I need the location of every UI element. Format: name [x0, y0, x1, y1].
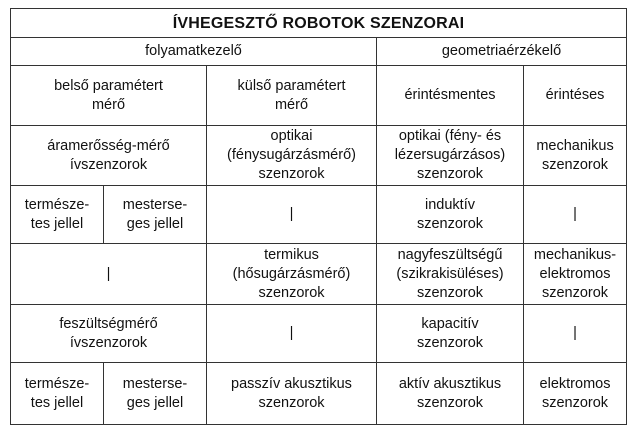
table-title: ÍVHEGESZTŐ ROBOTOK SZENZORAI — [11, 9, 627, 38]
title-row — [11, 9, 627, 38]
cell-internal: | — [11, 244, 207, 305]
table-row — [11, 363, 627, 425]
cell-external: | — [207, 186, 377, 244]
cell-internal: áramerősség-mérő ívszenzorok — [11, 126, 207, 186]
subgroup-contact-header: érintéses — [524, 66, 627, 126]
cell-artificial-signal: mesterse- ges jellel — [104, 363, 207, 425]
cell-contactless: nagyfeszültségű (szikrakisüléses) szenzorok — [377, 244, 524, 305]
sensor-table-container — [10, 8, 626, 424]
subgroup-external-header: külső paramétert mérő — [207, 66, 377, 126]
table-row — [11, 244, 627, 305]
cell-natural-signal: természe- tes jellel — [11, 363, 104, 425]
group-geometry-header: geometriaérzékelő — [377, 38, 627, 66]
cell-contactless: optikai (fény- és lézersugárzásos) szenzorok — [377, 126, 524, 186]
subgroup-contactless-header: érintésmentes — [377, 66, 524, 126]
group-header-row — [11, 38, 627, 66]
cell-contact: elektromos szenzorok — [524, 363, 627, 425]
cell-contact: | — [524, 186, 627, 244]
cell-contactless: induktív szenzorok — [377, 186, 524, 244]
cell-contact: mechanikus- elektromos szenzorok — [524, 244, 627, 305]
group-process-header: folyamatkezelő — [11, 38, 377, 66]
cell-internal: feszültségmérő ívszenzorok — [11, 305, 207, 363]
table-row — [11, 305, 627, 363]
cell-contactless: kapacitív szenzorok — [377, 305, 524, 363]
cell-natural-signal: természe- tes jellel — [11, 186, 104, 244]
table-row — [11, 126, 627, 186]
cell-contact: | — [524, 305, 627, 363]
cell-external: termikus (hősugárzásmérő) szenzorok — [207, 244, 377, 305]
cell-external: optikai (fénysugárzásmérő) szenzorok — [207, 126, 377, 186]
cell-contact: mechanikus szenzorok — [524, 126, 627, 186]
cell-contactless: aktív akusztikus szenzorok — [377, 363, 524, 425]
subgroup-header-row — [11, 66, 627, 126]
table-row — [11, 186, 627, 244]
cell-artificial-signal: mesterse- ges jellel — [104, 186, 207, 244]
subgroup-internal-header: belső paramétert mérő — [11, 66, 207, 126]
sensor-classification-table — [10, 8, 627, 425]
cell-external: | — [207, 305, 377, 363]
cell-external: passzív akusztikus szenzorok — [207, 363, 377, 425]
